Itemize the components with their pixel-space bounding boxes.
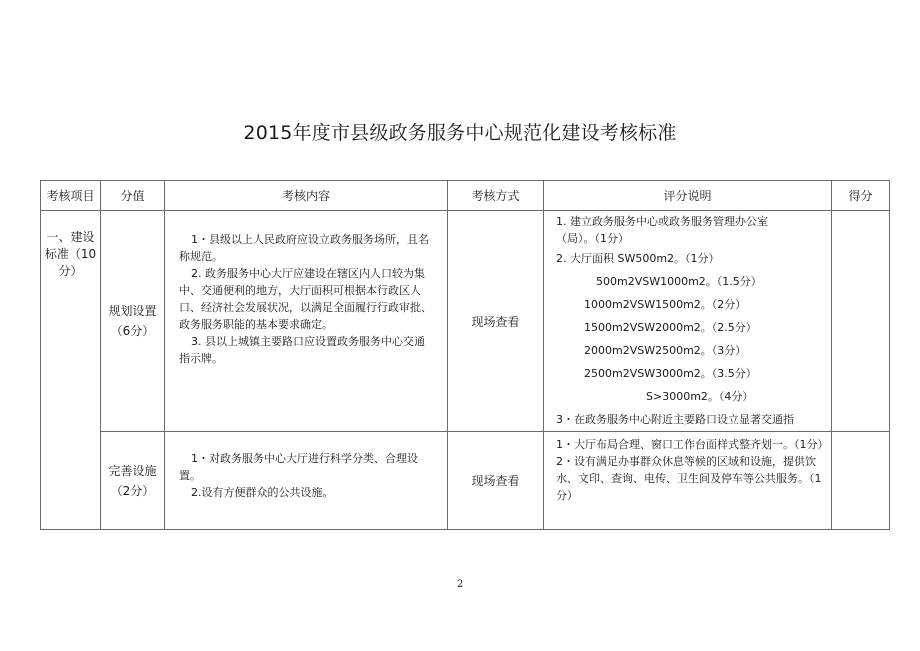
content-line: 2.设有方便群众的公共设施。	[191, 486, 334, 499]
points-cell[interactable]	[832, 211, 890, 432]
section-score: （6分）	[110, 324, 155, 338]
section-name-cell	[101, 211, 165, 432]
scoring-line: 1500m2VSW2000m2。（2.5分）	[584, 321, 757, 334]
section-score: （2分）	[110, 483, 155, 498]
scoring-line: 2000m2VSW2500m2。（3分）	[584, 344, 747, 357]
content-line: 1・对政务服务中心大厅进行科学分类、合理设置。	[179, 452, 418, 482]
page-number: 2	[456, 579, 464, 590]
content-line: 2. 政务服务中心大厅应建设在辖区内人口较为集中、交通便利的地方，大厅面积可根据本行政区人口、经济社会发展状况，以满足全面履行行政审批、政务服务职能的基本要求确定。	[179, 267, 432, 331]
assessment-table	[40, 180, 890, 530]
method-cell: 现场查看	[448, 432, 544, 530]
scoring-cell	[544, 211, 832, 432]
method-cell: 现场查看	[448, 211, 544, 432]
header-score: 分值	[101, 181, 165, 211]
points-cell[interactable]	[832, 432, 890, 530]
scoring-line: 2・设有满足办事群众休息等候的区域和设施，提供饮水、文印、查询、电传、卫生间及停车等公共服务。（1分）	[556, 455, 822, 502]
scoring-line: 1. 建立政务服务中心或政务服务管理办公室	[556, 215, 768, 228]
header-method: 考核方式	[448, 181, 544, 211]
content-line: 3. 县以上城镇主要路口应设置政务服务中心交通指示牌。	[179, 335, 425, 365]
category-cell: 一、建设标准（10分）	[41, 211, 101, 530]
scoring-line: S>3000m2。（4分）	[646, 390, 754, 403]
table-row	[41, 211, 890, 432]
document-title: 2015年度市县级政务服务中心规范化建设考核标准	[243, 122, 677, 144]
table-row	[41, 432, 890, 530]
content-cell	[165, 432, 448, 530]
content-cell	[165, 211, 448, 432]
scoring-line: 1000m2VSW1500m2。（2分）	[584, 298, 747, 311]
section-name: 规划设置	[108, 304, 157, 318]
scoring-cell	[544, 432, 832, 530]
scoring-line: 3・在政务服务中心附近主要路口设立显著交通指	[556, 413, 794, 426]
scoring-line: 2500m2VSW3000m2。（3.5分）	[584, 367, 757, 380]
header-item: 考核项目	[41, 181, 101, 211]
section-name-cell	[101, 432, 165, 530]
content-line: 1・县级以上人民政府应设立政务服务场所，且名称规范。	[179, 233, 429, 263]
scoring-line: （局）。（1分）	[556, 232, 629, 245]
header-points: 得分	[832, 181, 890, 211]
header-content: 考核内容	[165, 181, 448, 211]
header-scoring: 评分说明	[544, 181, 832, 211]
section-name: 完善设施	[108, 463, 157, 478]
table-header-row	[41, 181, 890, 211]
scoring-line: 500m2VSW1000m2。（1.5分）	[596, 275, 762, 288]
scoring-line: 2. 大厅面积 SW500m2。（1分）	[556, 252, 720, 265]
scoring-line: 1・大厅布局合理、窗口工作台面样式整齐划一。（1分）	[556, 438, 829, 451]
